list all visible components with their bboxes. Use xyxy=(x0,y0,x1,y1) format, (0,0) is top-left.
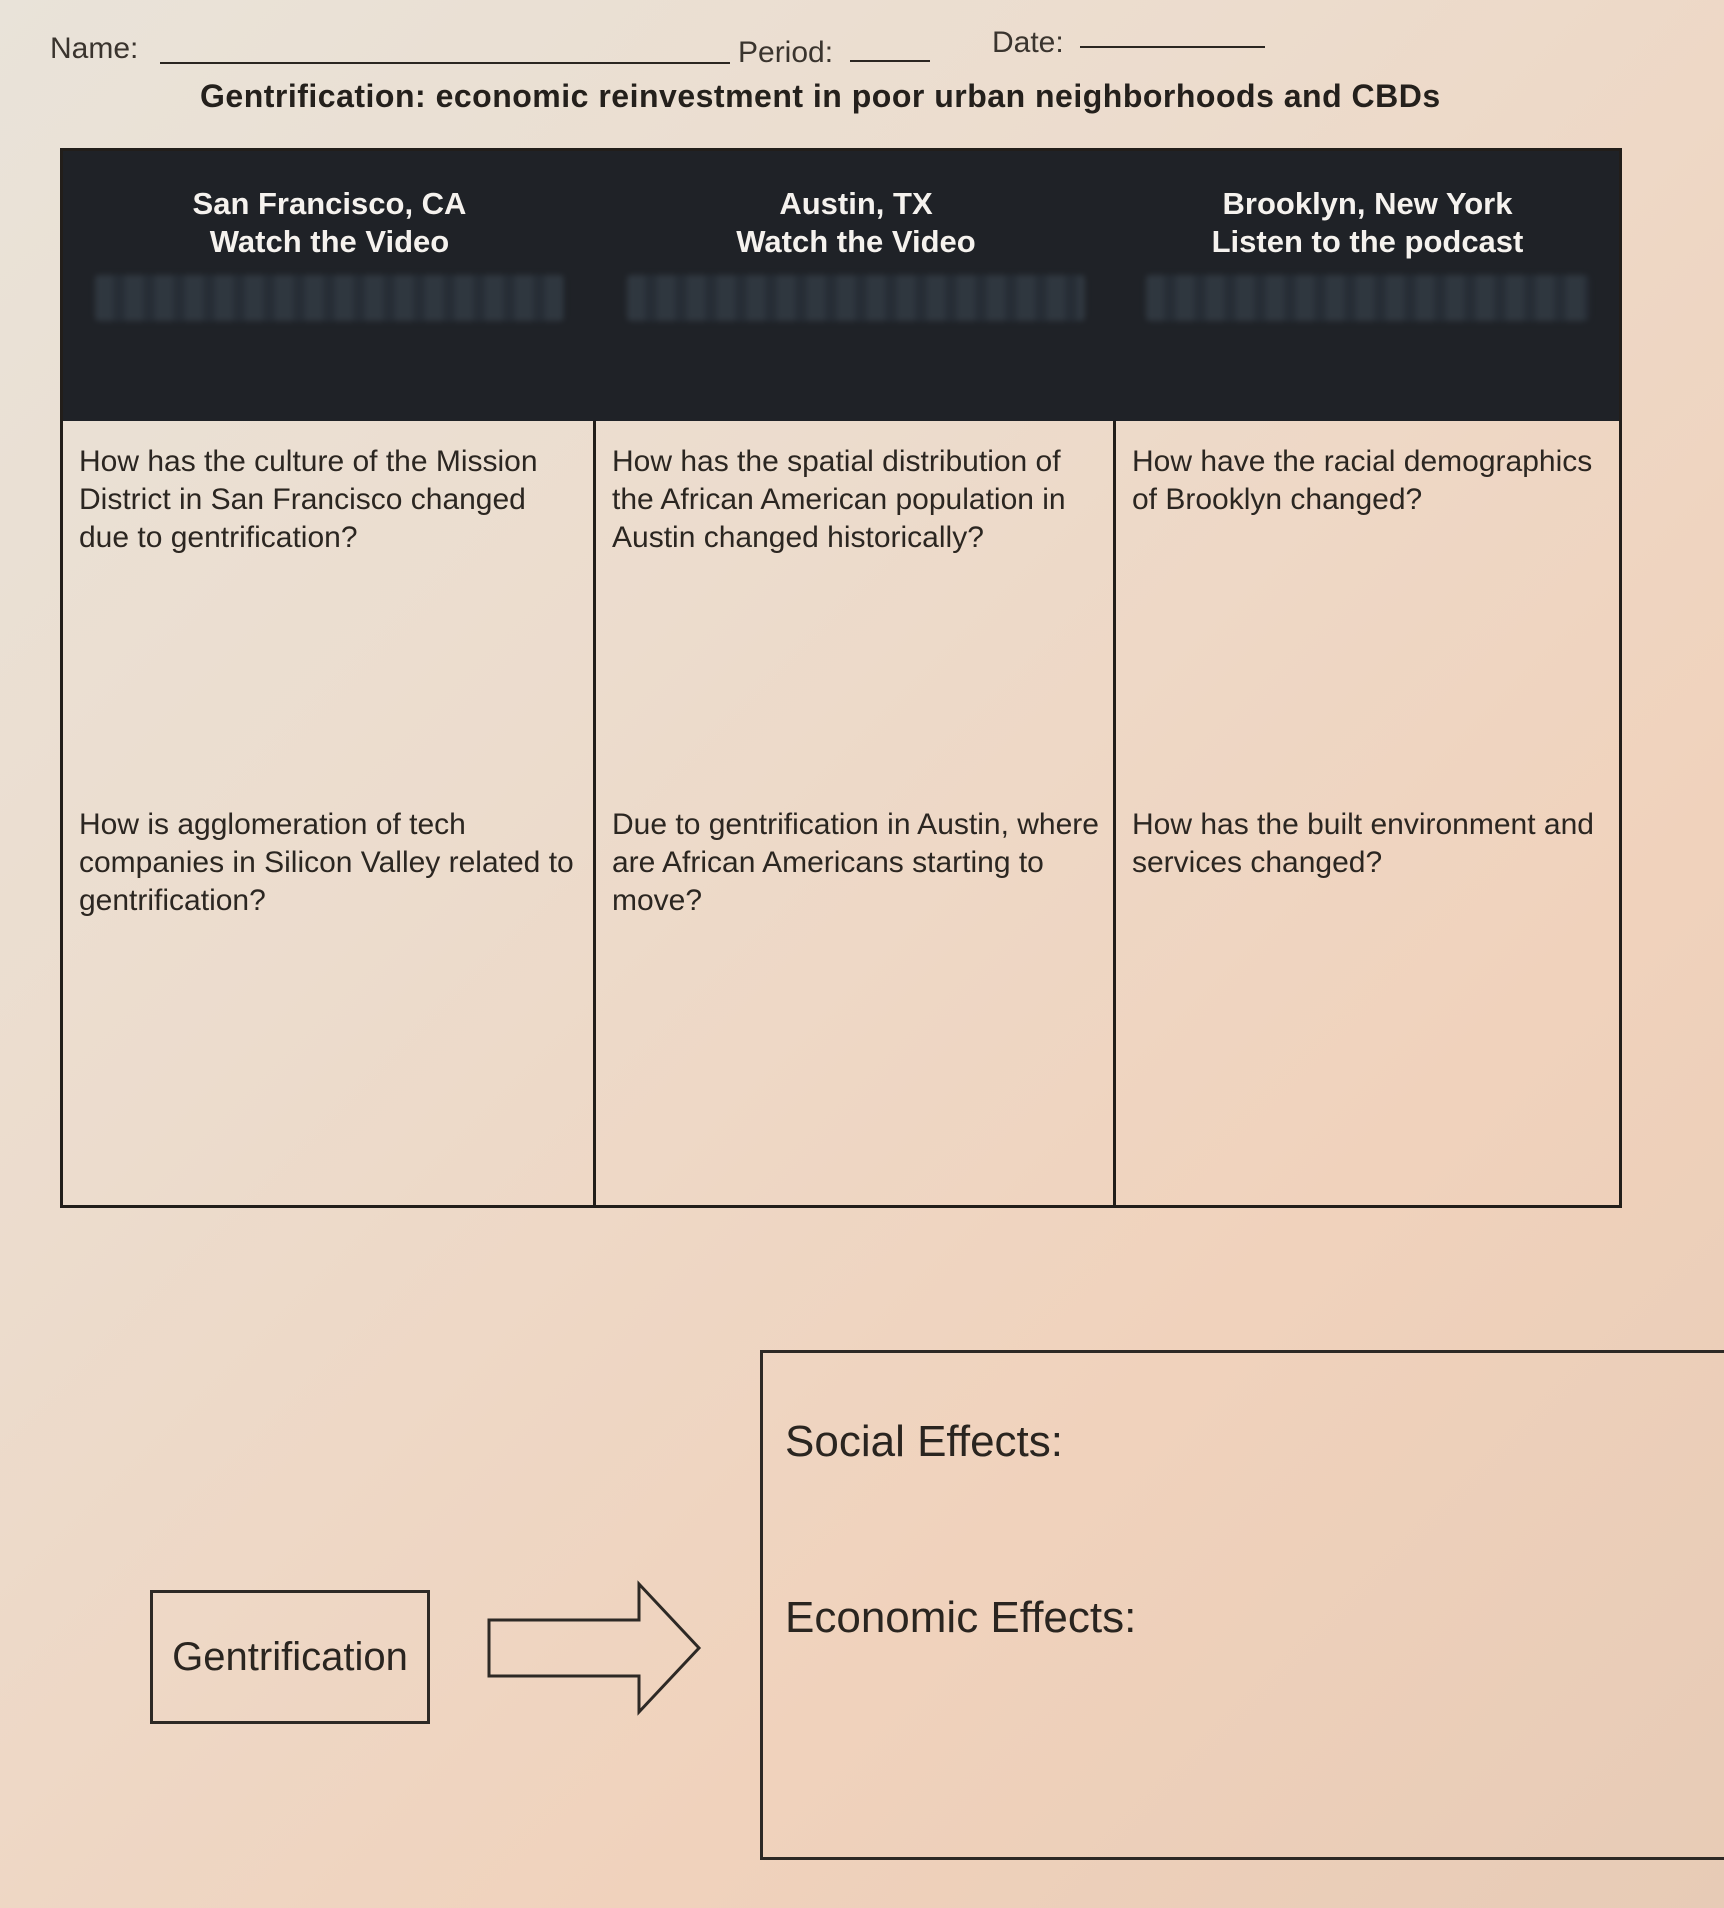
worksheet-table xyxy=(60,148,1622,1208)
city-name: Brooklyn, New York xyxy=(1222,186,1513,221)
city-name: Austin, TX xyxy=(779,186,933,221)
period-label: Period: xyxy=(738,36,834,69)
gentrification-box: Gentrification xyxy=(150,1590,430,1724)
question-2: Due to gentrification in Austin, where are African Americans starting to move? xyxy=(612,808,1099,917)
obscured-link xyxy=(627,275,1085,321)
city-name: San Francisco, CA xyxy=(192,186,467,221)
action-text: Listen to the podcast xyxy=(1211,224,1524,259)
column-header-austin xyxy=(596,151,1116,421)
right-arrow-icon xyxy=(485,1578,705,1718)
question-2: How is agglomeration of tech companies in Silicon Valley related to gentrification? xyxy=(79,808,574,917)
effects-box[interactable] xyxy=(760,1350,1724,1860)
question-1: How have the racial demographics of Brooklyn changed? xyxy=(1132,445,1593,516)
obscured-link xyxy=(95,275,564,321)
period-blank[interactable] xyxy=(850,60,930,62)
action-text: Watch the Video xyxy=(209,224,450,259)
question-1: How has the spatial distribution of the African American population in Austin changed historically? xyxy=(612,445,1066,554)
answer-cell-austin[interactable] xyxy=(596,421,1116,1205)
economic-effects-label: Economic Effects: xyxy=(785,1593,1137,1642)
obscured-link xyxy=(1146,275,1589,321)
name-blank[interactable] xyxy=(160,62,730,64)
column-header-brooklyn xyxy=(1116,151,1619,421)
answer-cell-san-francisco[interactable] xyxy=(63,421,596,1205)
name-label: Name: xyxy=(50,32,139,65)
question-2: How has the built environment and services changed? xyxy=(1132,808,1594,879)
question-1: How has the culture of the Mission District in San Francisco changed due to gentrification? xyxy=(79,445,538,554)
answer-cell-brooklyn[interactable] xyxy=(1116,421,1619,1205)
column-header-san-francisco xyxy=(63,151,596,421)
action-text: Watch the Video xyxy=(736,224,976,259)
date-label: Date: xyxy=(992,26,1064,59)
social-effects-label: Social Effects: xyxy=(785,1417,1063,1466)
page-title: Gentrification: economic reinvestment in poor urban neighborhoods and CBDs xyxy=(200,78,1441,114)
date-blank[interactable] xyxy=(1080,46,1265,48)
